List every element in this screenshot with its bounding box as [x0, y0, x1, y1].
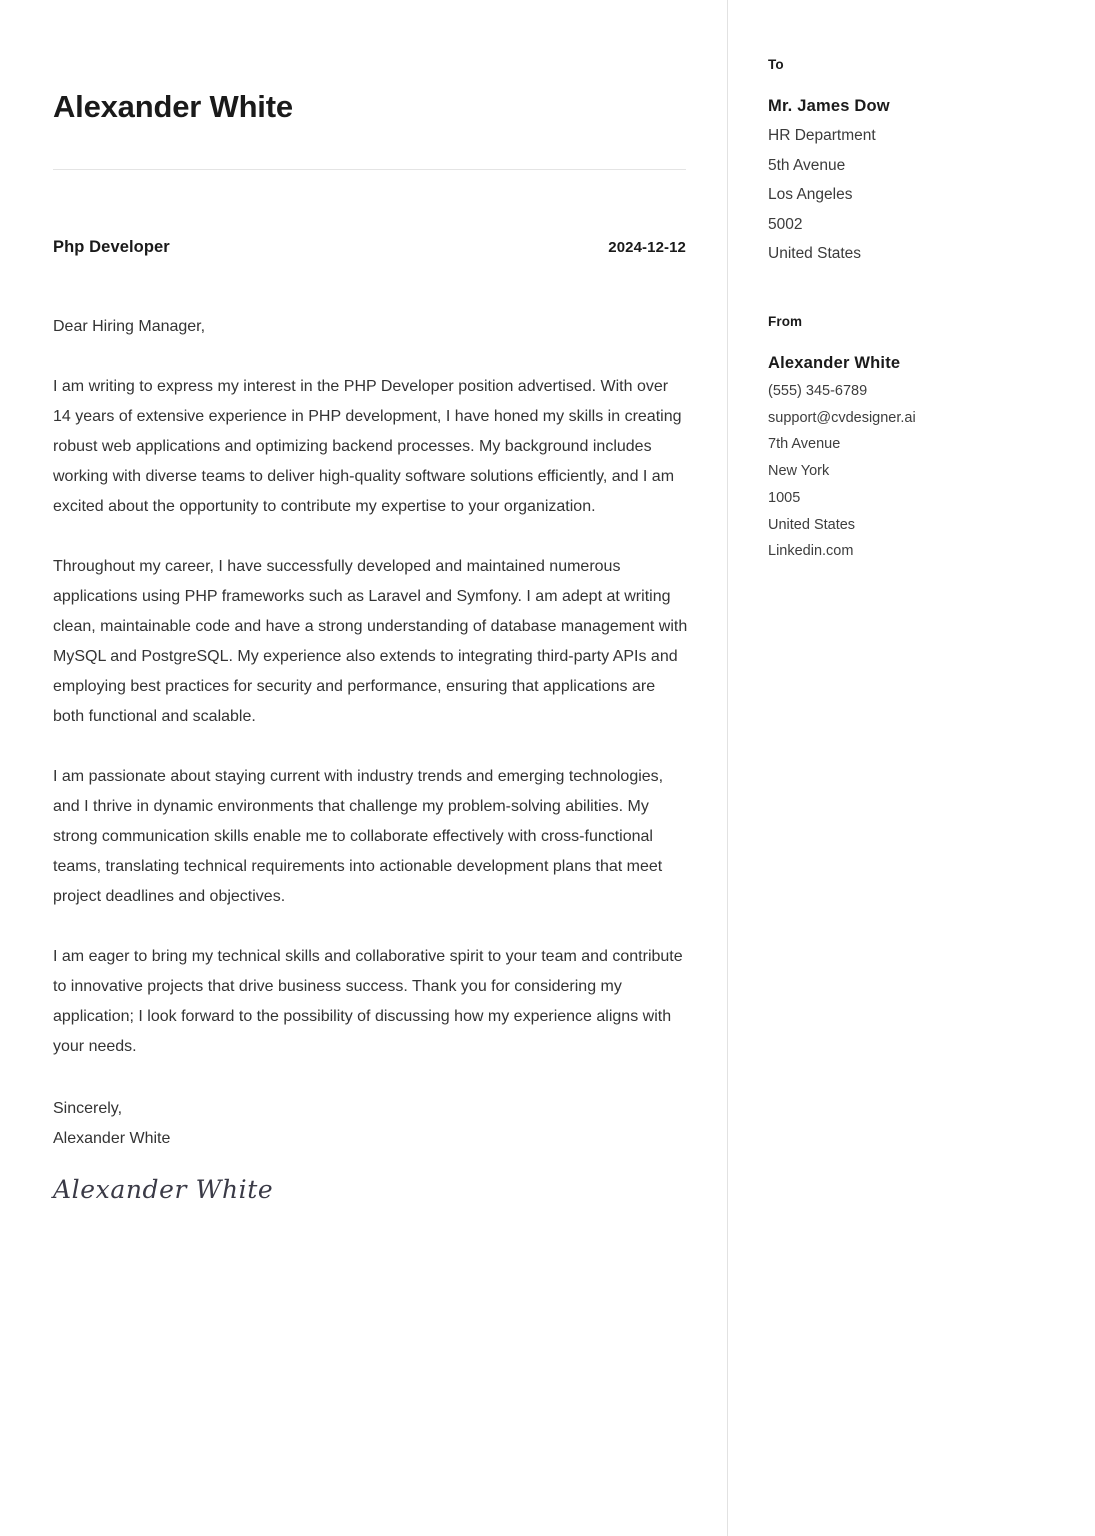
handwritten-signature: Alexander White	[53, 1174, 274, 1204]
list-item: New York	[768, 463, 830, 480]
list-item: HR Department	[768, 127, 876, 145]
website-link[interactable]: Linkedin.com	[768, 543, 854, 560]
sidebar-section-from	[768, 314, 1065, 565]
closing-salutation: Sincerely,	[53, 1099, 123, 1117]
sender-contact-lines	[768, 378, 1065, 565]
recipient-name: Mr. James Dow	[768, 97, 890, 115]
email-address: support@cvdesigner.ai	[768, 409, 916, 426]
sidebar-heading-from: From	[768, 313, 803, 329]
body-paragraph-4: I am eager to bring my technical skills and collaborative spirit to your team and contribute to innovative projects that drive business success. Thank you for considering my application; I look forward to the possibility of discussing how my experience aligns with your needs.	[53, 947, 683, 1055]
body-paragraph-2: Throughout my career, I have successfully developed and maintained numerous applications using PHP frameworks such as Laravel and Symfony. I am adept at writing clean, maintainable code and have a strong understanding of database management with MySQL and PostgreSQL. My experience also extends to integrating third-party APIs and employing best practices for security and performance, ensuring that applications are both functional and scalable.	[53, 557, 688, 725]
list-item: 1005	[768, 489, 801, 506]
body-paragraph-3: I am passionate about staying current with industry trends and emerging technologies, and I thrive in dynamic environments that challenge my problem-solving abilities. My strong communication skills enable me to collaborate effectively with cross-functional teams, translating technical requirements into actionable development plans that meet project deadlines and objectives.	[53, 767, 664, 905]
closing-name: Alexander White	[53, 1129, 171, 1147]
page-title: Alexander White	[53, 89, 293, 124]
sidebar-section-to	[768, 57, 1065, 269]
recipient-address-lines	[768, 121, 1065, 269]
letter-date: 2024-12-12	[608, 238, 686, 256]
phone-number: (555) 345-6789	[768, 383, 868, 400]
letter-meta-row	[53, 238, 686, 257]
list-item: 7th Avenue	[768, 436, 841, 453]
list-item: United States	[768, 245, 862, 263]
salutation: Dear Hiring Manager,	[53, 317, 206, 335]
list-item: Los Angeles	[768, 186, 853, 204]
column-divider	[727, 0, 728, 1536]
list-item: 5002	[768, 215, 803, 233]
address-sidebar	[727, 0, 1095, 565]
sidebar-heading-to: To	[768, 57, 784, 72]
closing-block	[53, 1094, 686, 1154]
body-paragraph-1: I am writing to express my interest in the PHP Developer position advertised. With over 14 years of extensive experience in PHP development, I have honed my skills in creating robust web applications and optimizing backend processes. My background includes working with diverse teams to deliver high-quality software solutions efficiently, and I am excited about the opportunity to contribute my expertise to your organization.	[53, 377, 682, 515]
header-rule	[53, 169, 686, 170]
job-title: Php Developer	[53, 237, 170, 256]
list-item: United States	[768, 516, 856, 533]
sender-name: Alexander White	[768, 353, 901, 372]
list-item: 5th Avenue	[768, 156, 846, 174]
